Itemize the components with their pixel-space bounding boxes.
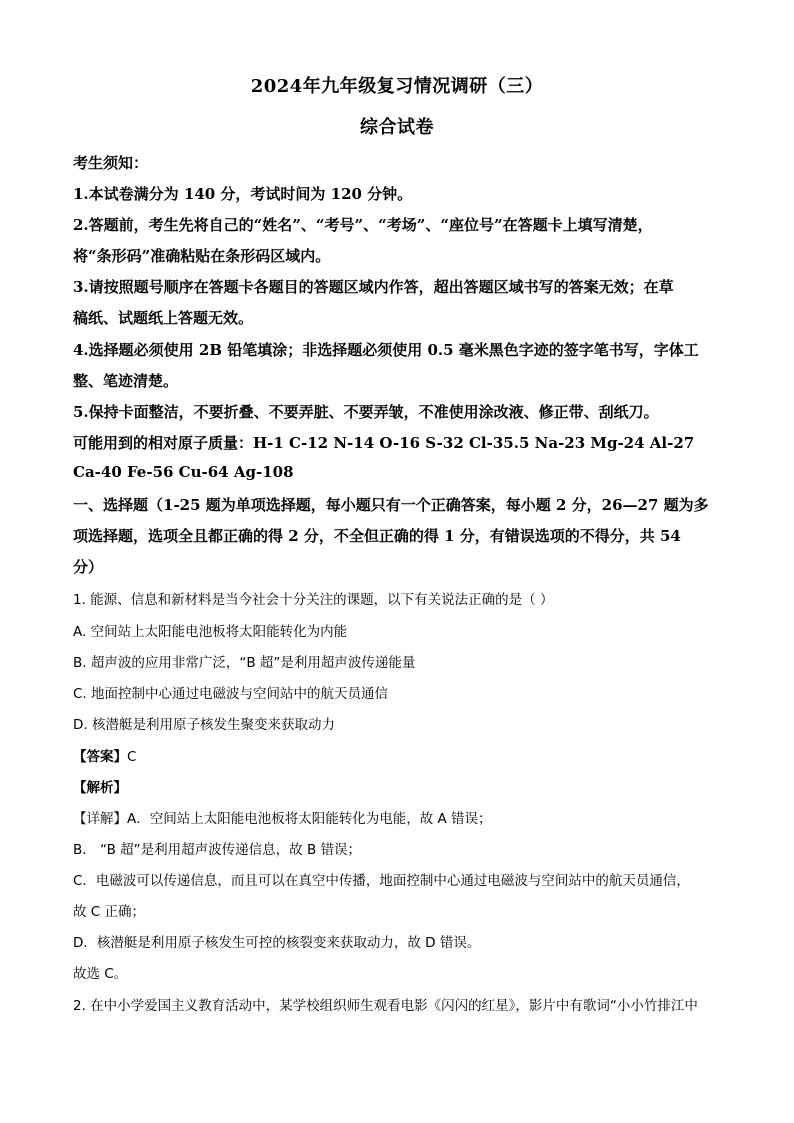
notice-line: 稿纸、试题纸上答题无效。 bbox=[73, 309, 254, 327]
analysis-tag: 【解析】 bbox=[73, 780, 127, 796]
detail-text: A．空间站上太阳能电池板将太阳能转化为电能，故 A 错误； bbox=[127, 811, 492, 827]
notice-line: 将“条形码”准确粘贴在条形码区域内。 bbox=[73, 247, 331, 265]
question-2-stem: 2. 在中小学爱国主义教育活动中，某学校组织师生观看电影《闪闪的红星》，影片中有歌词“小小竹排江中 bbox=[73, 998, 698, 1014]
detail-line bbox=[73, 807, 492, 827]
detail-line: B． “B 超”是利用超声波传递信息，故 B 错误； bbox=[73, 842, 362, 858]
detail-line: D．核潜艇是利用原子核发生可控的核裂变来获取动力，故 D 错误。 bbox=[73, 935, 481, 951]
section-heading-line: 一、选择题（1-25 题为单项选择题，每小题只有一个正确答案，每小题 2 分，26—27 题为多 bbox=[73, 496, 709, 514]
question-1-stem: 1. 能源、信息和新材料是当今社会十分关注的课题，以下有关说法正确的是（ ） bbox=[73, 592, 554, 608]
notice-heading: 考生须知： bbox=[73, 154, 149, 172]
option-a: A. 空间站上太阳能电池板将太阳能转化为内能 bbox=[73, 624, 348, 640]
detail-line: 故 C 正确； bbox=[73, 904, 146, 920]
exam-subtitle: 综合试卷 bbox=[360, 117, 434, 138]
section-heading-line: 分） bbox=[73, 558, 104, 576]
section-heading-line: 项选择题，选项全且都正确的得 2 分，不全但正确的得 1 分，有错误选项的不得分，共 54 bbox=[73, 527, 681, 545]
option-b: B. 超声波的应用非常广泛，“B 超”是利用超声波传递能量 bbox=[73, 655, 416, 671]
exam-title: 2024年九年级复习情况调研（三） bbox=[250, 76, 544, 97]
detail-tag: 【详解】 bbox=[73, 811, 127, 827]
notice-line: 5.保持卡面整洁，不要折叠、不要弄脏、不要弄皱，不准使用涂改液、修正带、刮纸刀。 bbox=[73, 403, 659, 421]
option-c: C. 地面控制中心通过电磁波与空间站中的航天员通信 bbox=[73, 686, 389, 702]
notice-line: 整、笔迹清楚。 bbox=[73, 372, 179, 390]
atomic-mass-line: Ca-40 Fe-56 Cu-64 Ag-108 bbox=[73, 463, 294, 481]
notice-line: 4.选择题必须使用 2B 铅笔填涂；非选择题必须使用 0.5 毫米黑色字迹的签字笔书写，字体工 bbox=[73, 341, 699, 359]
detail-line: C．电磁波可以传递信息，而且可以在真空中传播，地面控制中心通过电磁波与空间站中的航天员通信， bbox=[73, 873, 690, 889]
notice-line: 3.请按照题号顺序在答题卡各题目的答题区域内作答，超出答题区域书写的答案无效；在草 bbox=[73, 278, 674, 296]
detail-line: 故选 C。 bbox=[73, 966, 128, 982]
answer-value: C bbox=[127, 749, 137, 765]
notice-line: 2.答题前，考生先将自己的“姓名”、“考号”、“考场”、“座位号”在答题卡上填写清楚， bbox=[73, 216, 653, 234]
analysis-line bbox=[73, 776, 127, 796]
atomic-mass-line: 可能用到的相对原子质量：H-1 C-12 N-14 O-16 S-32 Cl-35.5 Na-23 Mg-24 Al-27 bbox=[73, 434, 695, 452]
answer-line bbox=[73, 745, 136, 765]
option-d: D. 核潜艇是利用原子核发生聚变来获取动力 bbox=[73, 717, 335, 733]
notice-line: 1.本试卷满分为 140 分，考试时间为 120 分钟。 bbox=[73, 185, 413, 203]
answer-tag: 【答案】 bbox=[73, 749, 127, 765]
